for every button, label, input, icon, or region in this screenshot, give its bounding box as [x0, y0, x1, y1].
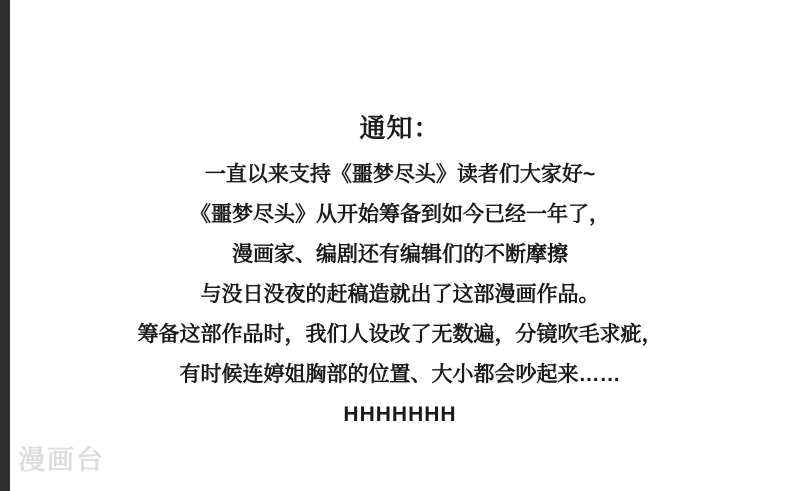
notice-line-1: 一直以来支持《噩梦尽头》读者们大家好~ — [204, 162, 596, 186]
notice-title: 通知： — [359, 113, 441, 143]
notice-line-2: 《噩梦尽头》从开始筹备到如今已经一年了， — [190, 202, 610, 226]
notice-line-4: 与没日没夜的赶稿造就出了这部漫画作品。 — [200, 282, 600, 306]
notice-line-6: 有时候连婷姐胸部的位置、大小都会吵起来…… — [179, 362, 621, 386]
notice-line-7: HHHHHHH — [343, 402, 457, 426]
notice-line-3: 漫画家、编剧还有编辑们的不断摩擦 — [232, 242, 568, 266]
notice-line-5: 筹备这部作品时，我们人设改了无数遍，分镜吹毛求疵， — [137, 322, 663, 346]
watermark-label: 漫画台 — [18, 445, 105, 475]
